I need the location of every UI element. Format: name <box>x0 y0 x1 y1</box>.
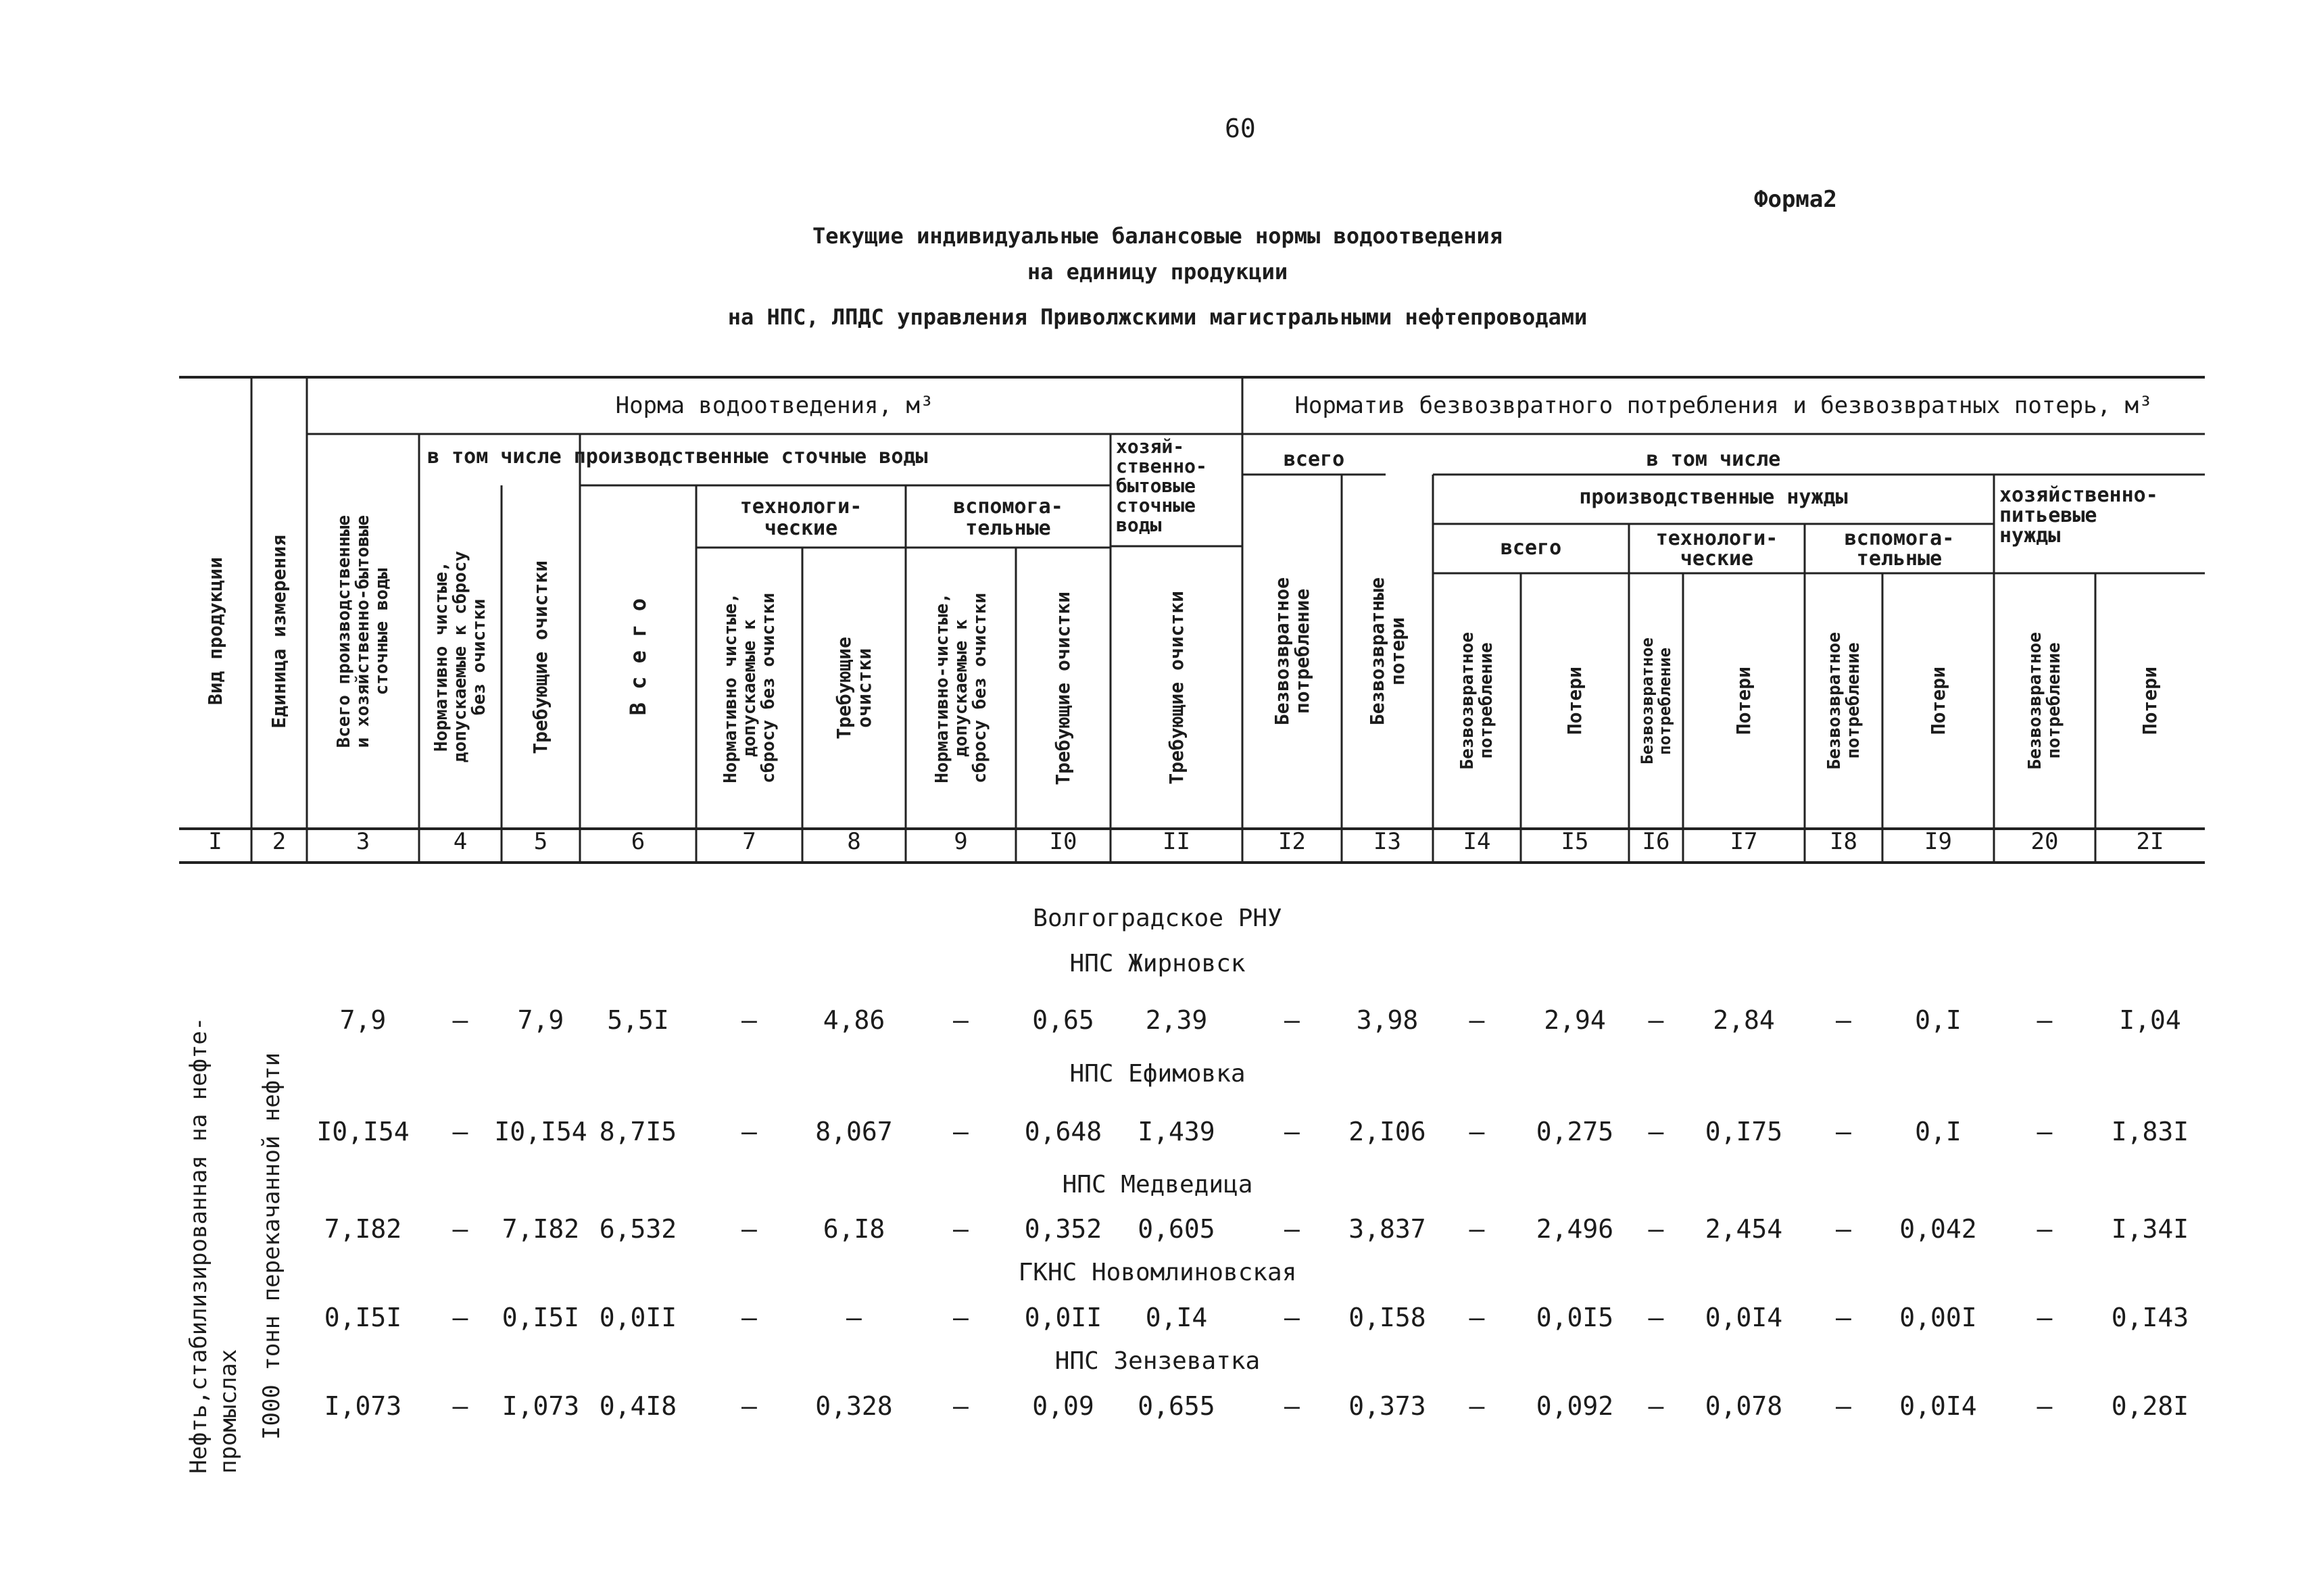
table-cell: 0,I43 <box>2111 1303 2189 1332</box>
column-number: 2I <box>2136 828 2164 855</box>
product-type-label: Нефть,стабилизированная на нефте- промыслах <box>185 1017 242 1474</box>
header-col-4-text: Нормативно чистые, допускаемые к сбросу без очистки <box>431 551 489 763</box>
header-col-15 <box>1521 573 1629 829</box>
table-cell: – <box>953 1214 969 1244</box>
header-col-19-text: Потери <box>1926 667 1949 735</box>
header-col-20-text: Безвозвратное потребление <box>2025 632 2064 770</box>
table-cell: – <box>1469 1391 1485 1421</box>
table-cell: 0,I58 <box>1348 1303 1426 1332</box>
table-cell: 0,0II <box>1024 1303 1102 1332</box>
table-cell: – <box>1284 1391 1300 1421</box>
table-cell: I,34I <box>2111 1214 2189 1244</box>
table-cell: 0,I5I <box>324 1303 402 1332</box>
header-auxiliary: вспомога- тельные <box>953 495 1063 540</box>
table-cell: – <box>1284 1005 1300 1035</box>
header-col-12-text: Безвозвратное потребление <box>1270 577 1313 726</box>
table-cell: – <box>1469 1005 1485 1035</box>
table-cell: 3,837 <box>1348 1214 1426 1244</box>
table-cell: 6,I8 <box>823 1214 885 1244</box>
table-cell: 2,496 <box>1536 1214 1614 1244</box>
header-col-5 <box>502 485 580 829</box>
table-cell: – <box>846 1303 862 1332</box>
header-col-18 <box>1805 573 1882 829</box>
header-col-21 <box>2095 573 2205 829</box>
table-cell: 0,00I <box>1899 1303 1977 1332</box>
table-cell: – <box>953 1303 969 1332</box>
table-cell: 3,98 <box>1356 1005 1419 1035</box>
table-cell: 0,092 <box>1536 1391 1614 1421</box>
table-cell: – <box>1284 1214 1300 1244</box>
table-cell: – <box>1469 1214 1485 1244</box>
table-cell: 4,86 <box>823 1005 885 1035</box>
table-cell: 0,I <box>1915 1005 1961 1035</box>
station-name: НПС Ефимовка <box>1069 1060 1246 1088</box>
table-cell: 7,I82 <box>502 1214 580 1244</box>
header-col-1-text: Вид продукции <box>203 557 226 706</box>
table-cell: – <box>741 1117 757 1146</box>
table-cell: 0,09 <box>1032 1391 1094 1421</box>
header-col-13 <box>1342 475 1433 829</box>
header-col-8-text: Требующие очистки <box>832 637 875 740</box>
document-title-line-1: Текущие индивидуальные балансовые нормы водоотведения <box>812 223 1503 249</box>
header-col-1 <box>179 434 251 829</box>
table-cell: I,04 <box>2119 1005 2181 1035</box>
header-technological: технологи- ческие <box>739 495 862 540</box>
header-col-8 <box>802 548 906 829</box>
column-number: I3 <box>1373 828 1401 855</box>
header-col-11-text: Требующие очистки <box>1165 590 1188 785</box>
column-number: I7 <box>1730 828 1758 855</box>
form-label: Форма2 <box>1754 186 1837 213</box>
column-number: 7 <box>742 828 756 855</box>
table-cell: 7,9 <box>339 1005 387 1035</box>
table-cell: – <box>1284 1117 1300 1146</box>
table-cell: I,439 <box>1138 1117 1215 1146</box>
table-cell: 2,454 <box>1705 1214 1783 1244</box>
header-col-12 <box>1242 475 1342 829</box>
header-col-2 <box>251 434 307 829</box>
table-cell: 0,042 <box>1899 1214 1977 1244</box>
table-cell: 0,I5I <box>502 1303 580 1332</box>
header-col-9-text: Нормативно-чистые, допускаемые к сбросу без очистки <box>931 593 990 783</box>
header-col-4 <box>419 485 502 829</box>
header-col-14-text: Безвозвратное потребление <box>1457 632 1496 770</box>
table-cell: – <box>1469 1303 1485 1332</box>
header-col-3 <box>307 434 419 829</box>
column-number: 20 <box>2030 828 2059 855</box>
table-cell: 0,0I4 <box>1705 1303 1783 1332</box>
table-cell: – <box>1284 1303 1300 1332</box>
table-cell: 2,I06 <box>1348 1117 1426 1146</box>
table-cell: – <box>741 1391 757 1421</box>
column-number: 8 <box>847 828 861 855</box>
header-production-needs: производственные нужды <box>1579 485 1848 509</box>
header-col-6-text: В с е г о <box>625 598 651 716</box>
table-cell: 8,067 <box>815 1117 893 1146</box>
header-col-2-text: Единица измерения <box>268 534 290 729</box>
table-cell: – <box>953 1005 969 1035</box>
header-prod-total: всего <box>1500 536 1562 560</box>
table-cell: – <box>1836 1117 1851 1146</box>
header-col-7-text: Нормативно чистые, допускаемые к сбросу без очистки <box>720 593 779 783</box>
column-number: I4 <box>1463 828 1491 855</box>
header-col-16 <box>1629 573 1683 829</box>
table-cell: – <box>1648 1303 1664 1332</box>
table-cell: 0,I75 <box>1705 1117 1783 1146</box>
header-col-19 <box>1882 573 1994 829</box>
table-cell: – <box>1836 1214 1851 1244</box>
header-col-10 <box>1016 548 1111 829</box>
header-group-disposal-norm: Норма водоотведения, м³ <box>615 392 934 419</box>
column-number: I8 <box>1830 828 1857 855</box>
header-col-5-text: Требующие очистки <box>529 560 552 754</box>
table-cell: – <box>1836 1303 1851 1332</box>
table-cell: – <box>452 1214 468 1244</box>
table-cell: 0,078 <box>1705 1391 1783 1421</box>
header-household-sewage: хозяй- ственно- бытовые сточные воды <box>1116 435 1207 536</box>
table-cell: 8,7I5 <box>599 1117 677 1146</box>
table-cell: – <box>452 1303 468 1332</box>
station-name: НПС Зензеватка <box>1054 1347 1261 1375</box>
column-number: I6 <box>1642 828 1670 855</box>
column-number: I <box>208 828 222 855</box>
header-col-11 <box>1111 546 1242 829</box>
column-number: 2 <box>272 828 287 855</box>
table-cell: 0,655 <box>1138 1391 1215 1421</box>
unit-label: I000 тонн перекачанной нефти <box>258 1052 285 1440</box>
station-name: ГКНС Новомлиновская <box>1018 1259 1297 1286</box>
table-cell: – <box>452 1117 468 1146</box>
table-cell: 0,28I <box>2111 1391 2189 1421</box>
table-cell: 0,I4 <box>1145 1303 1208 1332</box>
header-col-9 <box>906 548 1016 829</box>
header-prod-auxiliary: вспомога- тельные <box>1844 527 1955 571</box>
header-household-drinking: хозяйственно- питьевые нужды <box>1999 483 2158 548</box>
table-cell: 2,94 <box>1544 1005 1606 1035</box>
table-cell: – <box>1648 1117 1664 1146</box>
header-total-right: всего <box>1283 448 1345 471</box>
table-cell: 0,4I8 <box>599 1391 677 1421</box>
table-cell: 0,0II <box>599 1303 677 1332</box>
table-cell: 5,5I <box>607 1005 669 1035</box>
table-cell: 0,328 <box>815 1391 893 1421</box>
page-number: 60 <box>1225 114 1256 143</box>
column-number: I2 <box>1278 828 1306 855</box>
table-cell: – <box>2037 1005 2053 1035</box>
header-in-that-number-prod: в том числе производственные сточные воды <box>427 445 928 468</box>
header-col-20 <box>1994 573 2095 829</box>
column-number: I5 <box>1561 828 1589 855</box>
document-title-line-2: на единицу продукции <box>1027 259 1288 285</box>
table-cell: – <box>2037 1214 2053 1244</box>
table-cell: 2,39 <box>1145 1005 1208 1035</box>
table-cell: – <box>741 1214 757 1244</box>
table-cell: – <box>1836 1005 1851 1035</box>
table-cell: 7,I82 <box>324 1214 402 1244</box>
header-col-10-text: Требующие очистки <box>1052 591 1074 785</box>
header-col-14 <box>1433 573 1521 829</box>
table-cell: I,073 <box>324 1391 402 1421</box>
table-cell: 0,275 <box>1536 1117 1614 1146</box>
table-cell: – <box>741 1005 757 1035</box>
header-col-18-text: Безвозвратное потребление <box>1824 632 1863 770</box>
table-cell: 0,65 <box>1032 1005 1094 1035</box>
table-cell: 0,0I4 <box>1899 1391 1977 1421</box>
table-cell: – <box>452 1005 468 1035</box>
header-prod-technological: технологи- ческие <box>1655 527 1778 571</box>
table-cell: I0,I54 <box>494 1117 587 1146</box>
table-cell: – <box>2037 1303 2053 1332</box>
table-cell: 0,I <box>1915 1117 1961 1146</box>
header-col-17 <box>1683 573 1805 829</box>
table-cell: – <box>953 1117 969 1146</box>
header-group-irrecoverable: Норматив безвозвратного потребления и безвозвратных потерь, м³ <box>1294 392 2153 419</box>
column-number: I0 <box>1049 828 1077 855</box>
header-col-21-text: Потери <box>2139 667 2161 735</box>
column-number: 5 <box>533 828 548 855</box>
column-number: 3 <box>356 828 370 855</box>
station-name: НПС Медведица <box>1062 1171 1253 1199</box>
table-cell: – <box>741 1303 757 1332</box>
header-col-13-text: Безвозвратные потери <box>1365 577 1409 726</box>
table-cell: I,073 <box>502 1391 580 1421</box>
column-number: II <box>1163 828 1190 855</box>
table-cell: I,83I <box>2111 1117 2189 1146</box>
station-name: НПС Жирновск <box>1069 950 1246 977</box>
table-cell: – <box>1648 1005 1664 1035</box>
column-number: I9 <box>1924 828 1952 855</box>
table-cell: – <box>1469 1117 1485 1146</box>
region-label: Волгоградское РНУ <box>1033 904 1282 932</box>
header-col-3-text: Всего производственные и хозяйственно-бытовые сточные воды <box>334 514 392 748</box>
table-cell: 0,352 <box>1024 1214 1102 1244</box>
header-col-6 <box>580 485 696 829</box>
table-cell: – <box>2037 1391 2053 1421</box>
table-cell: 0,648 <box>1024 1117 1102 1146</box>
table-cell: I0,I54 <box>316 1117 410 1146</box>
table-cell: – <box>1648 1391 1664 1421</box>
table-cell: – <box>953 1391 969 1421</box>
table-cell: – <box>1836 1391 1851 1421</box>
table-cell: 0,373 <box>1348 1391 1426 1421</box>
table-cell: 7,9 <box>517 1005 564 1035</box>
table-cell: 0,0I5 <box>1536 1303 1614 1332</box>
table-cell: – <box>1648 1214 1664 1244</box>
document-title-line-3: на НПС, ЛПДС управления Приволжскими магистральными нефтепроводами <box>727 304 1588 330</box>
header-col-17-text: Потери <box>1732 667 1755 735</box>
header-col-15-text: Потери <box>1563 667 1586 735</box>
column-number: 9 <box>954 828 968 855</box>
column-number: 4 <box>453 828 468 855</box>
table-cell: – <box>2037 1117 2053 1146</box>
table-cell: 0,605 <box>1138 1214 1215 1244</box>
column-number: 6 <box>631 828 645 855</box>
header-col-7 <box>696 548 802 829</box>
header-in-that-number-right: в том числе <box>1646 448 1781 471</box>
table-cell: – <box>452 1391 468 1421</box>
table-cell: 2,84 <box>1713 1005 1775 1035</box>
table-cell: 6,532 <box>599 1214 677 1244</box>
header-col-16-text: Безвозвратное потребление <box>1638 637 1674 765</box>
